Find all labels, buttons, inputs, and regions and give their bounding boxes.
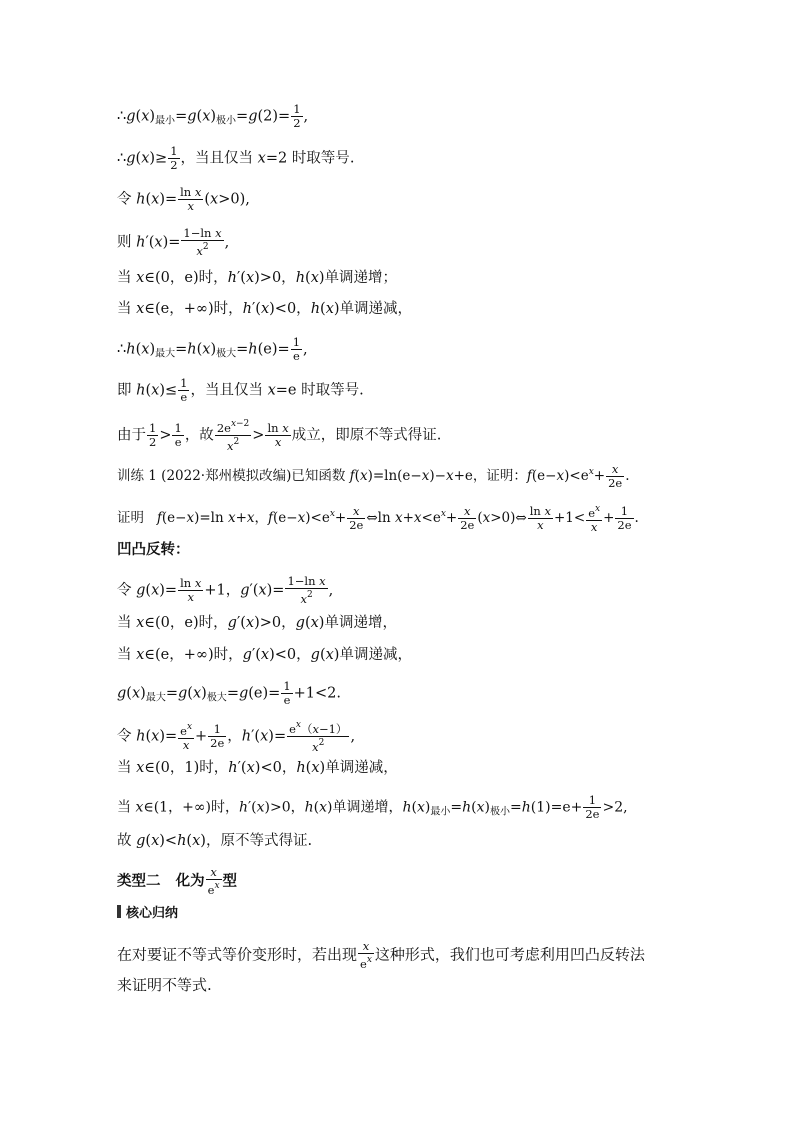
text-line-16: $g(x)_{最大}=g(x)_{极大}=g(e)=$ $\frac{1}{e}$ +1<2. <box>117 679 341 707</box>
text-line-18: 当 x∈(0，1)时，h′(x)<0，h(x)单调递减， <box>117 760 398 776</box>
text-line-17: 令 h(x)= $\frac{e^x}{x}$ + $\frac{1}{2e}$ ，h′(x)= $\frac{e^x(x-1)}{x^2}$ , <box>117 720 356 754</box>
text-line-10: 训练 1 (2022·郑州模拟改编)已知函数 f(x)=ln(e−x)−x+e，证明：$f(e-x)<e^x+$ $\frac{x}{2e}$ . <box>117 462 630 490</box>
text-line-1: $\therefore g(x)_{最小}=g(x)_{极小}=g(2)=$ $\frac{1}{2}$ , <box>117 102 309 130</box>
text-line-13: 令 g(x)= $\frac{\text{ln x}}{x}$ +1，g′(x)= $\frac{\text{1−ln x}}{x^2}$ , <box>117 574 334 606</box>
text-line-9: 由于 $\frac{1}{2}$ > $\frac{1}{e}$ ，故 $\frac{2e^{x-2}}{x^2}$ > $\frac{\text{ln x}}{x}$ 成立，即原不等式得证. <box>117 419 442 453</box>
text-line-7: $\therefore h(x)_{最大}=h(x)_{极大}=h(e)=$ $\frac{1}{e}$ , <box>117 335 308 363</box>
text-line-14: 当 x∈(0，e)时，g′(x)>0，g(x)单调递增， <box>117 615 397 631</box>
text-line-5: 当 x∈(0，e)时，h′(x)>0，h(x)单调递增； <box>117 270 398 286</box>
text-line-24: 来证明不等式. <box>117 976 212 994</box>
text-line-3: 令 h(x)= $\frac{\text{ln x}}{x}$ (x>0), <box>117 185 250 213</box>
section-heading-type-two: 类型二 化为 $\frac{x}{e^x}$ 型 <box>117 865 238 897</box>
text-line-12: 凹凸反转： <box>117 542 190 558</box>
heading-bar-icon <box>117 905 121 918</box>
text-line-8: 即 h(x)≤ $\frac{1}{e}$ ，当且仅当 x=e 时取等号. <box>117 376 364 404</box>
text-line-19: 当 x∈(1，+∞)时，h′(x)>0，h(x)单调递增，$h(x)_{最小}=h(x)_{极小}=h(1)=e+$ $\frac{1}{2e}$ >2, <box>117 793 628 821</box>
text-line-6: 当 x∈(e，+∞)时，h′(x)<0，h(x)单调递减， <box>117 301 413 317</box>
text-line-2: ∴g(x)≥ $\frac{1}{2}$ ，当且仅当 x=2 时取等号. <box>117 144 355 172</box>
text-line-20: 故 g(x)<h(x)，原不等式得证. <box>117 833 313 849</box>
text-line-4: 则 h′(x)= $\frac{\text{1−ln x}}{x^2}$ , <box>117 226 230 258</box>
text-line-23: 在对要证不等式等价变形时，若出现 $\frac{x}{e^x}$ 这种形式，我们也可考虑利用凹凸反转法 <box>117 939 645 971</box>
text-line-11: 证明 f(e−x)=ln x+x，$f(e-x)<e^x+$ $\frac{x}{2e}$ ⇔ln $x+x<e^x+$ $\frac{x}{2e}$ (x>0)⇔ $\frac{\text{ln x}}{x}$ +1< $\frac{e^x}{x}$ + $\frac{1}{2e}$ . <box>117 504 639 534</box>
core-summary-heading: 核心归纳 <box>117 904 734 924</box>
text-line-15: 当 x∈(e，+∞)时，g′(x)<0，g(x)单调递减， <box>117 647 412 663</box>
